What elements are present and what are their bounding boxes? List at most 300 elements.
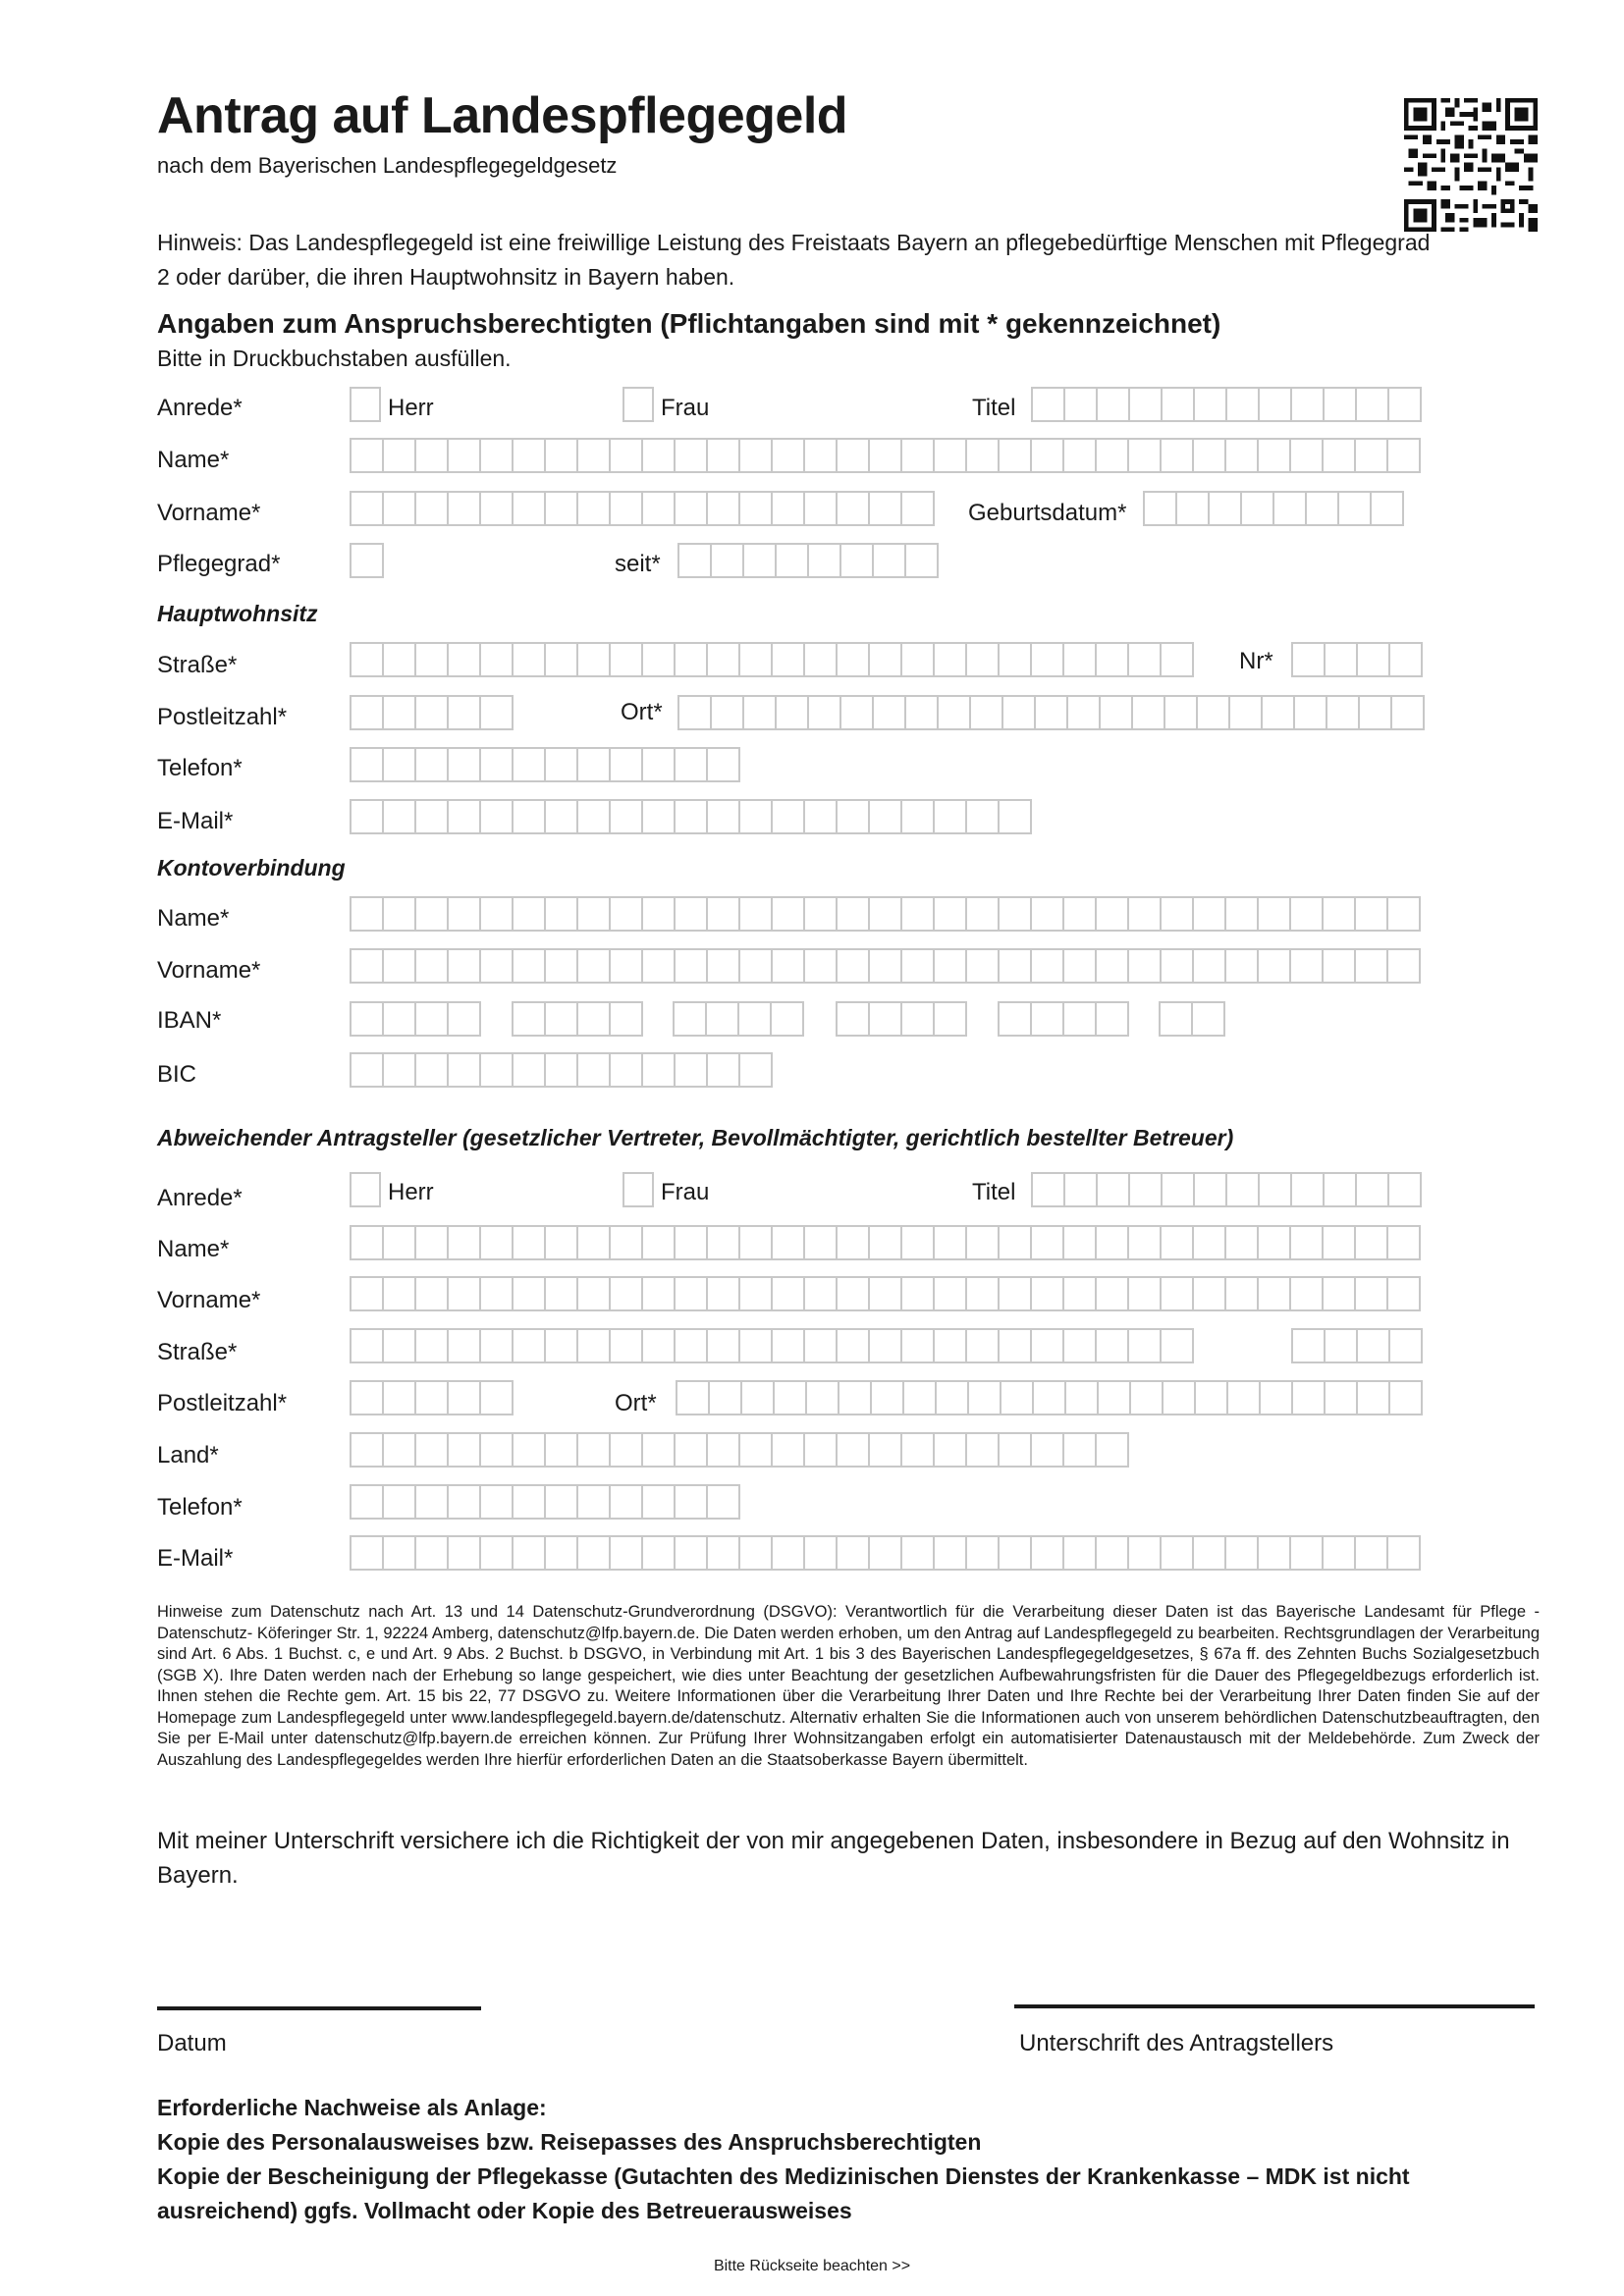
character-box[interactable] bbox=[740, 1434, 773, 1466]
character-box[interactable] bbox=[906, 545, 939, 576]
character-box[interactable] bbox=[449, 1003, 481, 1035]
character-box[interactable] bbox=[1129, 950, 1162, 982]
character-box[interactable] bbox=[514, 1537, 546, 1569]
character-box[interactable] bbox=[352, 493, 384, 524]
character-box[interactable] bbox=[546, 749, 578, 780]
character-box[interactable] bbox=[1162, 440, 1194, 471]
character-box[interactable] bbox=[1162, 898, 1194, 930]
character-box[interactable] bbox=[967, 950, 1000, 982]
character-box[interactable] bbox=[740, 493, 773, 524]
character-box[interactable] bbox=[841, 545, 874, 576]
character-box[interactable] bbox=[352, 1227, 384, 1258]
character-box[interactable] bbox=[740, 1227, 773, 1258]
character-box[interactable] bbox=[514, 1486, 546, 1518]
character-box[interactable] bbox=[870, 1434, 902, 1466]
character-box[interactable] bbox=[1324, 1278, 1356, 1309]
character-box[interactable] bbox=[1000, 801, 1032, 832]
character-box[interactable] bbox=[777, 545, 809, 576]
character-box[interactable] bbox=[514, 1330, 546, 1362]
hausnummer-field[interactable] bbox=[1291, 642, 1423, 677]
character-box[interactable] bbox=[676, 898, 708, 930]
character-box[interactable] bbox=[967, 1537, 1000, 1569]
character-box[interactable] bbox=[841, 697, 874, 728]
rep-titel-field[interactable] bbox=[1031, 1172, 1422, 1207]
character-box[interactable] bbox=[481, 440, 514, 471]
character-box[interactable] bbox=[1131, 1382, 1164, 1414]
character-box[interactable] bbox=[1356, 1537, 1388, 1569]
character-box[interactable] bbox=[1325, 1174, 1357, 1205]
character-box[interactable] bbox=[1064, 1434, 1097, 1466]
character-box[interactable] bbox=[514, 950, 546, 982]
character-box[interactable] bbox=[740, 644, 773, 675]
character-box[interactable] bbox=[772, 1003, 804, 1035]
character-box[interactable] bbox=[1036, 697, 1068, 728]
applicant-signature-line[interactable] bbox=[1014, 2004, 1535, 2008]
character-box[interactable] bbox=[1129, 1278, 1162, 1309]
character-box[interactable] bbox=[1001, 1382, 1034, 1414]
character-box[interactable] bbox=[838, 801, 870, 832]
character-box[interactable] bbox=[935, 1330, 967, 1362]
character-box[interactable] bbox=[1097, 1330, 1129, 1362]
character-box[interactable] bbox=[449, 898, 481, 930]
character-box[interactable] bbox=[805, 1434, 838, 1466]
rep-ort-field[interactable] bbox=[676, 1380, 1423, 1415]
character-box[interactable] bbox=[514, 644, 546, 675]
character-box[interactable] bbox=[935, 440, 967, 471]
titel-field[interactable] bbox=[1031, 387, 1422, 422]
character-box[interactable] bbox=[1259, 898, 1291, 930]
character-box[interactable] bbox=[578, 749, 611, 780]
character-box[interactable] bbox=[809, 545, 841, 576]
character-box[interactable] bbox=[838, 950, 870, 982]
character-box[interactable] bbox=[1064, 950, 1097, 982]
character-box[interactable] bbox=[1003, 697, 1036, 728]
character-box[interactable] bbox=[578, 1330, 611, 1362]
character-box[interactable] bbox=[1064, 1278, 1097, 1309]
character-box[interactable] bbox=[1032, 644, 1064, 675]
character-box[interactable] bbox=[352, 1330, 384, 1362]
character-box[interactable] bbox=[773, 1278, 805, 1309]
character-box[interactable] bbox=[937, 1382, 969, 1414]
character-box[interactable] bbox=[416, 1486, 449, 1518]
character-box[interactable] bbox=[611, 749, 643, 780]
character-box[interactable] bbox=[712, 545, 744, 576]
character-box[interactable] bbox=[416, 1054, 449, 1086]
character-box[interactable] bbox=[1194, 950, 1226, 982]
rep-vorname-field[interactable] bbox=[350, 1276, 1421, 1311]
character-box[interactable] bbox=[1097, 1278, 1129, 1309]
character-box[interactable] bbox=[1065, 389, 1098, 420]
herr-checkbox[interactable] bbox=[350, 387, 381, 422]
character-box[interactable] bbox=[1129, 898, 1162, 930]
character-box[interactable] bbox=[1324, 440, 1356, 471]
character-box[interactable] bbox=[708, 1486, 740, 1518]
character-box[interactable] bbox=[1130, 1174, 1163, 1205]
character-box[interactable] bbox=[1226, 1278, 1259, 1309]
character-box[interactable] bbox=[1293, 1382, 1326, 1414]
character-box[interactable] bbox=[416, 801, 449, 832]
character-box[interactable] bbox=[1000, 1227, 1032, 1258]
rep-email-field[interactable] bbox=[350, 1535, 1421, 1571]
character-box[interactable] bbox=[935, 1434, 967, 1466]
character-box[interactable] bbox=[1357, 1174, 1389, 1205]
character-box[interactable] bbox=[1130, 389, 1163, 420]
character-box[interactable] bbox=[967, 644, 1000, 675]
character-box[interactable] bbox=[740, 898, 773, 930]
character-box[interactable] bbox=[1000, 950, 1032, 982]
character-box[interactable] bbox=[773, 440, 805, 471]
character-box[interactable] bbox=[969, 1382, 1001, 1414]
character-box[interactable] bbox=[546, 644, 578, 675]
character-box[interactable] bbox=[773, 644, 805, 675]
character-box[interactable] bbox=[902, 493, 935, 524]
character-box[interactable] bbox=[967, 440, 1000, 471]
character-box[interactable] bbox=[872, 1382, 904, 1414]
character-box[interactable] bbox=[611, 1227, 643, 1258]
character-box[interactable] bbox=[708, 801, 740, 832]
character-box[interactable] bbox=[1032, 898, 1064, 930]
character-box[interactable] bbox=[514, 801, 546, 832]
character-box[interactable] bbox=[1388, 1278, 1421, 1309]
character-box[interactable] bbox=[1064, 440, 1097, 471]
character-box[interactable] bbox=[1032, 950, 1064, 982]
character-box[interactable] bbox=[1388, 1537, 1421, 1569]
character-box[interactable] bbox=[1097, 1537, 1129, 1569]
character-box[interactable] bbox=[416, 950, 449, 982]
character-box[interactable] bbox=[1145, 493, 1177, 524]
character-box[interactable] bbox=[384, 950, 416, 982]
character-box[interactable] bbox=[352, 1486, 384, 1518]
character-box[interactable] bbox=[546, 1227, 578, 1258]
character-box[interactable] bbox=[1032, 1434, 1064, 1466]
character-box[interactable] bbox=[1064, 898, 1097, 930]
character-box[interactable] bbox=[449, 1434, 481, 1466]
character-box[interactable] bbox=[676, 644, 708, 675]
character-box[interactable] bbox=[838, 1537, 870, 1569]
character-box[interactable] bbox=[449, 697, 481, 728]
character-box[interactable] bbox=[643, 1330, 676, 1362]
character-box[interactable] bbox=[1032, 440, 1064, 471]
character-box[interactable] bbox=[352, 644, 384, 675]
character-box[interactable] bbox=[352, 440, 384, 471]
character-box[interactable] bbox=[1227, 389, 1260, 420]
character-box[interactable] bbox=[935, 1003, 967, 1035]
character-box[interactable] bbox=[838, 898, 870, 930]
character-box[interactable] bbox=[416, 1537, 449, 1569]
character-box[interactable] bbox=[449, 950, 481, 982]
character-box[interactable] bbox=[870, 493, 902, 524]
character-box[interactable] bbox=[449, 440, 481, 471]
character-box[interactable] bbox=[578, 950, 611, 982]
character-box[interactable] bbox=[1228, 1382, 1261, 1414]
character-box[interactable] bbox=[708, 1054, 740, 1086]
character-box[interactable] bbox=[1358, 1330, 1390, 1362]
character-box[interactable] bbox=[1388, 440, 1421, 471]
character-box[interactable] bbox=[1064, 1227, 1097, 1258]
character-box[interactable] bbox=[643, 801, 676, 832]
character-box[interactable] bbox=[1388, 950, 1421, 982]
character-box[interactable] bbox=[870, 1537, 902, 1569]
character-box[interactable] bbox=[1194, 1227, 1226, 1258]
character-box[interactable] bbox=[352, 1054, 384, 1086]
character-box[interactable] bbox=[481, 697, 514, 728]
character-box[interactable] bbox=[578, 898, 611, 930]
bic-field[interactable] bbox=[350, 1052, 773, 1088]
character-box[interactable] bbox=[676, 749, 708, 780]
character-box[interactable] bbox=[1162, 1227, 1194, 1258]
character-box[interactable] bbox=[1161, 1003, 1193, 1035]
character-box[interactable] bbox=[838, 1434, 870, 1466]
character-box[interactable] bbox=[1291, 1227, 1324, 1258]
character-box[interactable] bbox=[1293, 644, 1326, 675]
character-box[interactable] bbox=[384, 1227, 416, 1258]
character-box[interactable] bbox=[611, 1537, 643, 1569]
character-box[interactable] bbox=[384, 1330, 416, 1362]
character-box[interactable] bbox=[807, 1382, 839, 1414]
character-box[interactable] bbox=[708, 440, 740, 471]
character-box[interactable] bbox=[1226, 1537, 1259, 1569]
character-box[interactable] bbox=[1372, 493, 1404, 524]
character-box[interactable] bbox=[1388, 1227, 1421, 1258]
character-box[interactable] bbox=[1162, 644, 1194, 675]
character-box[interactable] bbox=[1389, 1174, 1422, 1205]
character-box[interactable] bbox=[708, 644, 740, 675]
character-box[interactable] bbox=[1259, 1278, 1291, 1309]
character-box[interactable] bbox=[1163, 1174, 1195, 1205]
character-box[interactable] bbox=[514, 1054, 546, 1086]
character-box[interactable] bbox=[742, 1382, 775, 1414]
character-box[interactable] bbox=[1261, 1382, 1293, 1414]
character-box[interactable] bbox=[773, 801, 805, 832]
character-box[interactable] bbox=[712, 697, 744, 728]
character-box[interactable] bbox=[740, 950, 773, 982]
character-box[interactable] bbox=[1259, 1227, 1291, 1258]
character-box[interactable] bbox=[416, 1434, 449, 1466]
character-box[interactable] bbox=[1356, 1278, 1388, 1309]
character-box[interactable] bbox=[1097, 950, 1129, 982]
character-box[interactable] bbox=[935, 950, 967, 982]
character-box[interactable] bbox=[1259, 1537, 1291, 1569]
character-box[interactable] bbox=[1177, 493, 1210, 524]
character-box[interactable] bbox=[449, 1486, 481, 1518]
character-box[interactable] bbox=[546, 493, 578, 524]
character-box[interactable] bbox=[352, 1434, 384, 1466]
character-box[interactable] bbox=[773, 493, 805, 524]
character-box[interactable] bbox=[578, 1227, 611, 1258]
character-box[interactable] bbox=[1210, 493, 1242, 524]
character-box[interactable] bbox=[578, 1434, 611, 1466]
character-box[interactable] bbox=[1356, 898, 1388, 930]
character-box[interactable] bbox=[481, 950, 514, 982]
character-box[interactable] bbox=[1259, 950, 1291, 982]
character-box[interactable] bbox=[384, 1486, 416, 1518]
character-box[interactable] bbox=[1356, 440, 1388, 471]
character-box[interactable] bbox=[384, 440, 416, 471]
character-box[interactable] bbox=[1227, 1174, 1260, 1205]
character-box[interactable] bbox=[773, 1330, 805, 1362]
character-box[interactable] bbox=[546, 1278, 578, 1309]
character-box[interactable] bbox=[708, 1227, 740, 1258]
character-box[interactable] bbox=[1162, 950, 1194, 982]
character-box[interactable] bbox=[676, 1486, 708, 1518]
character-box[interactable] bbox=[352, 950, 384, 982]
character-box[interactable] bbox=[902, 1227, 935, 1258]
character-box[interactable] bbox=[1259, 440, 1291, 471]
character-box[interactable] bbox=[1097, 440, 1129, 471]
character-box[interactable] bbox=[935, 1537, 967, 1569]
character-box[interactable] bbox=[1000, 1330, 1032, 1362]
character-box[interactable] bbox=[679, 545, 712, 576]
character-box[interactable] bbox=[1291, 1278, 1324, 1309]
character-box[interactable] bbox=[1226, 1227, 1259, 1258]
character-box[interactable] bbox=[1098, 1174, 1130, 1205]
character-box[interactable] bbox=[870, 440, 902, 471]
email-field[interactable] bbox=[350, 799, 1032, 834]
character-box[interactable] bbox=[1339, 493, 1372, 524]
character-box[interactable] bbox=[578, 1486, 611, 1518]
character-box[interactable] bbox=[838, 440, 870, 471]
pflegegrad-field[interactable] bbox=[350, 543, 384, 578]
character-box[interactable] bbox=[643, 1278, 676, 1309]
character-box[interactable] bbox=[578, 493, 611, 524]
character-box[interactable] bbox=[1033, 1174, 1065, 1205]
character-box[interactable] bbox=[1066, 1382, 1099, 1414]
character-box[interactable] bbox=[352, 1278, 384, 1309]
character-box[interactable] bbox=[1097, 1227, 1129, 1258]
character-box[interactable] bbox=[643, 493, 676, 524]
character-box[interactable] bbox=[481, 1382, 514, 1414]
character-box[interactable] bbox=[708, 1537, 740, 1569]
character-box[interactable] bbox=[1097, 1434, 1129, 1466]
character-box[interactable] bbox=[1195, 1174, 1227, 1205]
character-box[interactable] bbox=[1000, 898, 1032, 930]
character-box[interactable] bbox=[838, 644, 870, 675]
character-box[interactable] bbox=[773, 898, 805, 930]
character-box[interactable] bbox=[1064, 1003, 1097, 1035]
character-box[interactable] bbox=[449, 801, 481, 832]
rep-telefon-field[interactable] bbox=[350, 1484, 740, 1520]
character-box[interactable] bbox=[805, 493, 838, 524]
character-box[interactable] bbox=[708, 898, 740, 930]
character-box[interactable] bbox=[611, 1330, 643, 1362]
character-box[interactable] bbox=[643, 1227, 676, 1258]
character-box[interactable] bbox=[902, 1278, 935, 1309]
character-box[interactable] bbox=[578, 1003, 611, 1035]
character-box[interactable] bbox=[676, 1278, 708, 1309]
character-box[interactable] bbox=[416, 1382, 449, 1414]
character-box[interactable] bbox=[773, 1227, 805, 1258]
character-box[interactable] bbox=[739, 1003, 772, 1035]
character-box[interactable] bbox=[677, 1382, 710, 1414]
seit-field[interactable] bbox=[677, 543, 939, 578]
character-box[interactable] bbox=[1162, 1278, 1194, 1309]
character-box[interactable] bbox=[902, 644, 935, 675]
character-box[interactable] bbox=[839, 1382, 872, 1414]
character-box[interactable] bbox=[1129, 644, 1162, 675]
character-box[interactable] bbox=[611, 440, 643, 471]
vorname-field[interactable] bbox=[350, 491, 935, 526]
character-box[interactable] bbox=[870, 898, 902, 930]
character-box[interactable] bbox=[1097, 898, 1129, 930]
character-box[interactable] bbox=[676, 1227, 708, 1258]
character-box[interactable] bbox=[449, 749, 481, 780]
rep-herr-checkbox[interactable] bbox=[350, 1172, 381, 1207]
telefon-field[interactable] bbox=[350, 747, 740, 782]
character-box[interactable] bbox=[1326, 1330, 1358, 1362]
strasse-field[interactable] bbox=[350, 642, 1194, 677]
character-box[interactable] bbox=[1032, 1537, 1064, 1569]
bank-name-field[interactable] bbox=[350, 896, 1421, 932]
character-box[interactable] bbox=[870, 644, 902, 675]
character-box[interactable] bbox=[1000, 1003, 1032, 1035]
character-box[interactable] bbox=[1000, 1434, 1032, 1466]
character-box[interactable] bbox=[1326, 1382, 1358, 1414]
character-box[interactable] bbox=[514, 1227, 546, 1258]
character-box[interactable] bbox=[838, 1003, 870, 1035]
rep-name-field[interactable] bbox=[350, 1225, 1421, 1260]
character-box[interactable] bbox=[546, 1537, 578, 1569]
character-box[interactable] bbox=[902, 1330, 935, 1362]
iban-field-group-6[interactable] bbox=[1159, 1001, 1225, 1037]
character-box[interactable] bbox=[1101, 697, 1133, 728]
character-box[interactable] bbox=[708, 749, 740, 780]
character-box[interactable] bbox=[1226, 440, 1259, 471]
character-box[interactable] bbox=[352, 1537, 384, 1569]
character-box[interactable] bbox=[870, 1003, 902, 1035]
character-box[interactable] bbox=[1292, 389, 1325, 420]
character-box[interactable] bbox=[773, 1537, 805, 1569]
character-box[interactable] bbox=[870, 950, 902, 982]
character-box[interactable] bbox=[740, 801, 773, 832]
character-box[interactable] bbox=[740, 1537, 773, 1569]
character-box[interactable] bbox=[384, 493, 416, 524]
character-box[interactable] bbox=[1307, 493, 1339, 524]
character-box[interactable] bbox=[1390, 644, 1423, 675]
character-box[interactable] bbox=[1358, 1382, 1390, 1414]
bank-vorname-field[interactable] bbox=[350, 948, 1421, 984]
date-signature-line[interactable] bbox=[157, 2006, 481, 2010]
character-box[interactable] bbox=[416, 1227, 449, 1258]
character-box[interactable] bbox=[902, 898, 935, 930]
character-box[interactable] bbox=[1392, 697, 1425, 728]
character-box[interactable] bbox=[514, 1278, 546, 1309]
character-box[interactable] bbox=[643, 644, 676, 675]
character-box[interactable] bbox=[384, 1434, 416, 1466]
character-box[interactable] bbox=[1032, 1227, 1064, 1258]
character-box[interactable] bbox=[676, 1434, 708, 1466]
character-box[interactable] bbox=[1000, 644, 1032, 675]
character-box[interactable] bbox=[1388, 898, 1421, 930]
character-box[interactable] bbox=[1291, 440, 1324, 471]
character-box[interactable] bbox=[481, 1434, 514, 1466]
character-box[interactable] bbox=[676, 493, 708, 524]
character-box[interactable] bbox=[481, 1227, 514, 1258]
character-box[interactable] bbox=[1274, 493, 1307, 524]
character-box[interactable] bbox=[514, 1434, 546, 1466]
character-box[interactable] bbox=[546, 950, 578, 982]
character-box[interactable] bbox=[708, 1278, 740, 1309]
character-box[interactable] bbox=[967, 1434, 1000, 1466]
character-box[interactable] bbox=[1129, 1227, 1162, 1258]
character-box[interactable] bbox=[971, 697, 1003, 728]
character-box[interactable] bbox=[643, 898, 676, 930]
character-box[interactable] bbox=[514, 1003, 546, 1035]
character-box[interactable] bbox=[514, 493, 546, 524]
character-box[interactable] bbox=[902, 950, 935, 982]
character-box[interactable] bbox=[481, 1054, 514, 1086]
character-box[interactable] bbox=[1129, 1330, 1162, 1362]
character-box[interactable] bbox=[1032, 1003, 1064, 1035]
